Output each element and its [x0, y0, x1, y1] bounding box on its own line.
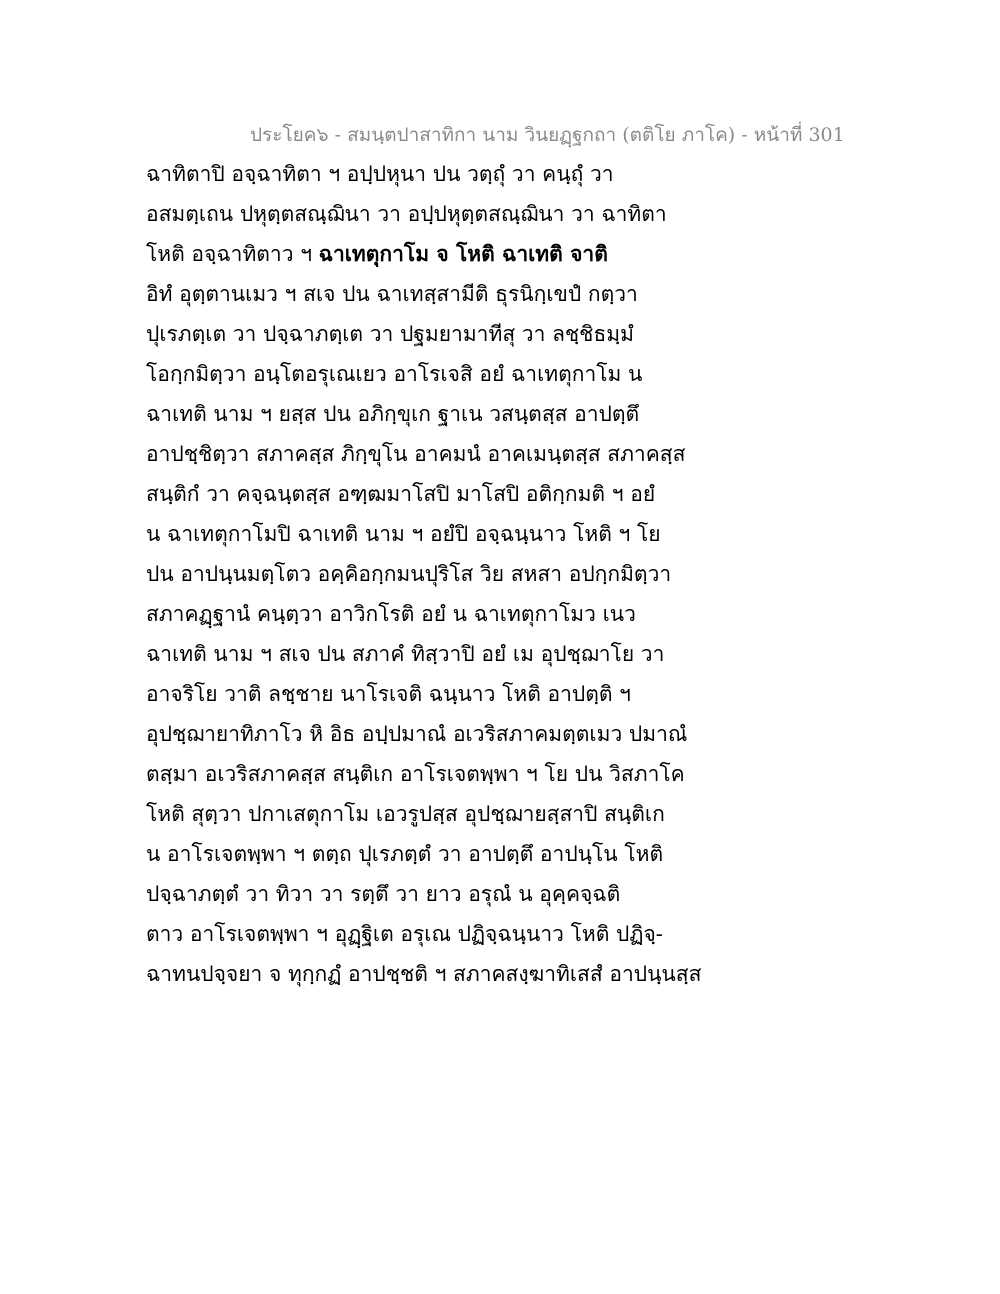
body-line-11: ปน อาปนฺนมตฺโตว อคฺคิอกฺกมนปุริโส วิย สหสา อปกฺกมิตฺวา [146, 562, 672, 586]
body-line-10: น ฉาเทตุกาโมปิ ฉาเทติ นาม ฯ อยํปิ อจฺฉนฺนาว โหติ ฯ โย [146, 522, 661, 546]
body-line-8: อาปชฺชิตฺวา สภาคสฺส ภิกฺขุโน อาคมนํ อาคเมนฺตสฺส สภาคสฺส [146, 442, 686, 466]
body-line-5: ปุเรภตฺเต วา ปจฺฉาภตฺเต วา ปฐมยามาทีสุ วา ลชฺชิธมฺมํ [146, 322, 634, 346]
body-line-2: อสมตฺเถน ปหุตฺตสณฺฌินา วา อปฺปหุตฺตสณฺฌินา วา ฉาทิตา [146, 202, 667, 226]
body-line-21: ฉาทนปจฺจยา จ ทุกฺกฏํ อาปชฺชติ ฯ สภาคสงฺฆาทิเสสํ อาปนฺนสฺส [146, 962, 702, 986]
body-line-17: โหติ สุตฺวา ปกาเสตุกาโม เอวรูปสฺส อุปชฺฌายสฺสาปิ สนฺติเก [146, 802, 665, 826]
body-line-7: ฉาเทติ นาม ฯ ยสฺส ปน อภิกฺขุเก ฐาเน วสนฺตสฺส อาปตฺตึ [146, 402, 640, 426]
body-line-13: ฉาเทติ นาม ฯ สเจ ปน สภาคํ ทิสฺวาปิ อยํ เม อุปชฺฌาโย วา [146, 642, 665, 666]
body-text [146, 157, 906, 997]
body-line-15: อุปชฺฌายาทิภาโว หิ อิธ อปฺปมาณํ อเวริสภาคมตฺตเมว ปมาณํ [146, 722, 688, 746]
body-line-12: สภาคฏฺฐานํ คนฺตฺวา อาวิกโรติ อยํ น ฉาเทตุกาโมว เนว [146, 602, 636, 626]
page-header: ประโยค๖ - สมนฺตปาสาทิกา นาม วินยฏฺฐกถา (ตติโย ภาโค) - หน้าที่ 301 [250, 124, 845, 146]
body-line-1: ฉาทิตาปิ อจฺฉาทิตา ฯ อปฺปหุนา ปน วตฺถุํ วา คนฺถุํ วา [146, 162, 614, 186]
body-line-9: สนฺติกํ วา คจฺฉนฺตสฺส อฑฺฒมาโสปิ มาโสปิ อติกฺกมติ ฯ อยํ [146, 482, 656, 506]
body-line-16: ตสฺมา อเวริสภาคสฺส สนฺติเก อาโรเจตพฺพา ฯ โย ปน วิสภาโค [146, 762, 685, 786]
bold-lemma: ฉาเทตุกาโม จ โหติ ฉาเทติ จาติ [318, 241, 608, 266]
body-line-6: โอกฺกมิตฺวา อนฺโตอรุเณเยว อาโรเจสิ อยํ ฉาเทตุกาโม น [146, 362, 643, 386]
body-line-4: อิทํ อุตฺตานเมว ฯ สเจ ปน ฉาเทสฺสามีติ ธุรนิกฺเขปํ กตฺวา [146, 282, 638, 306]
body-line-18: น อาโรเจตพฺพา ฯ ตตฺถ ปุเรภตฺตํ วา อาปตฺตึ อาปนฺโน โหติ [146, 842, 664, 866]
body-line-3: โหติ อจฺฉาทิตาว ฯ ฉาเทตุกาโม จ โหติ ฉาเทติ จาติ [146, 241, 608, 266]
body-line-19: ปจฺฉาภตฺตํ วา ทิวา วา รตฺตึ วา ยาว อรุณํ น อุคฺคจฺฉติ [146, 882, 621, 906]
body-line-20: ตาว อาโรเจตพฺพา ฯ อุฏฺฐิเต อรุเณ ปฏิจฺฉนฺนาว โหติ ปฏิจฺ- [146, 922, 663, 946]
body-line-14: อาจริโย วาติ ลชฺชาย นาโรเจติ ฉนฺนาว โหติ อาปตฺติ ฯ [146, 682, 631, 706]
